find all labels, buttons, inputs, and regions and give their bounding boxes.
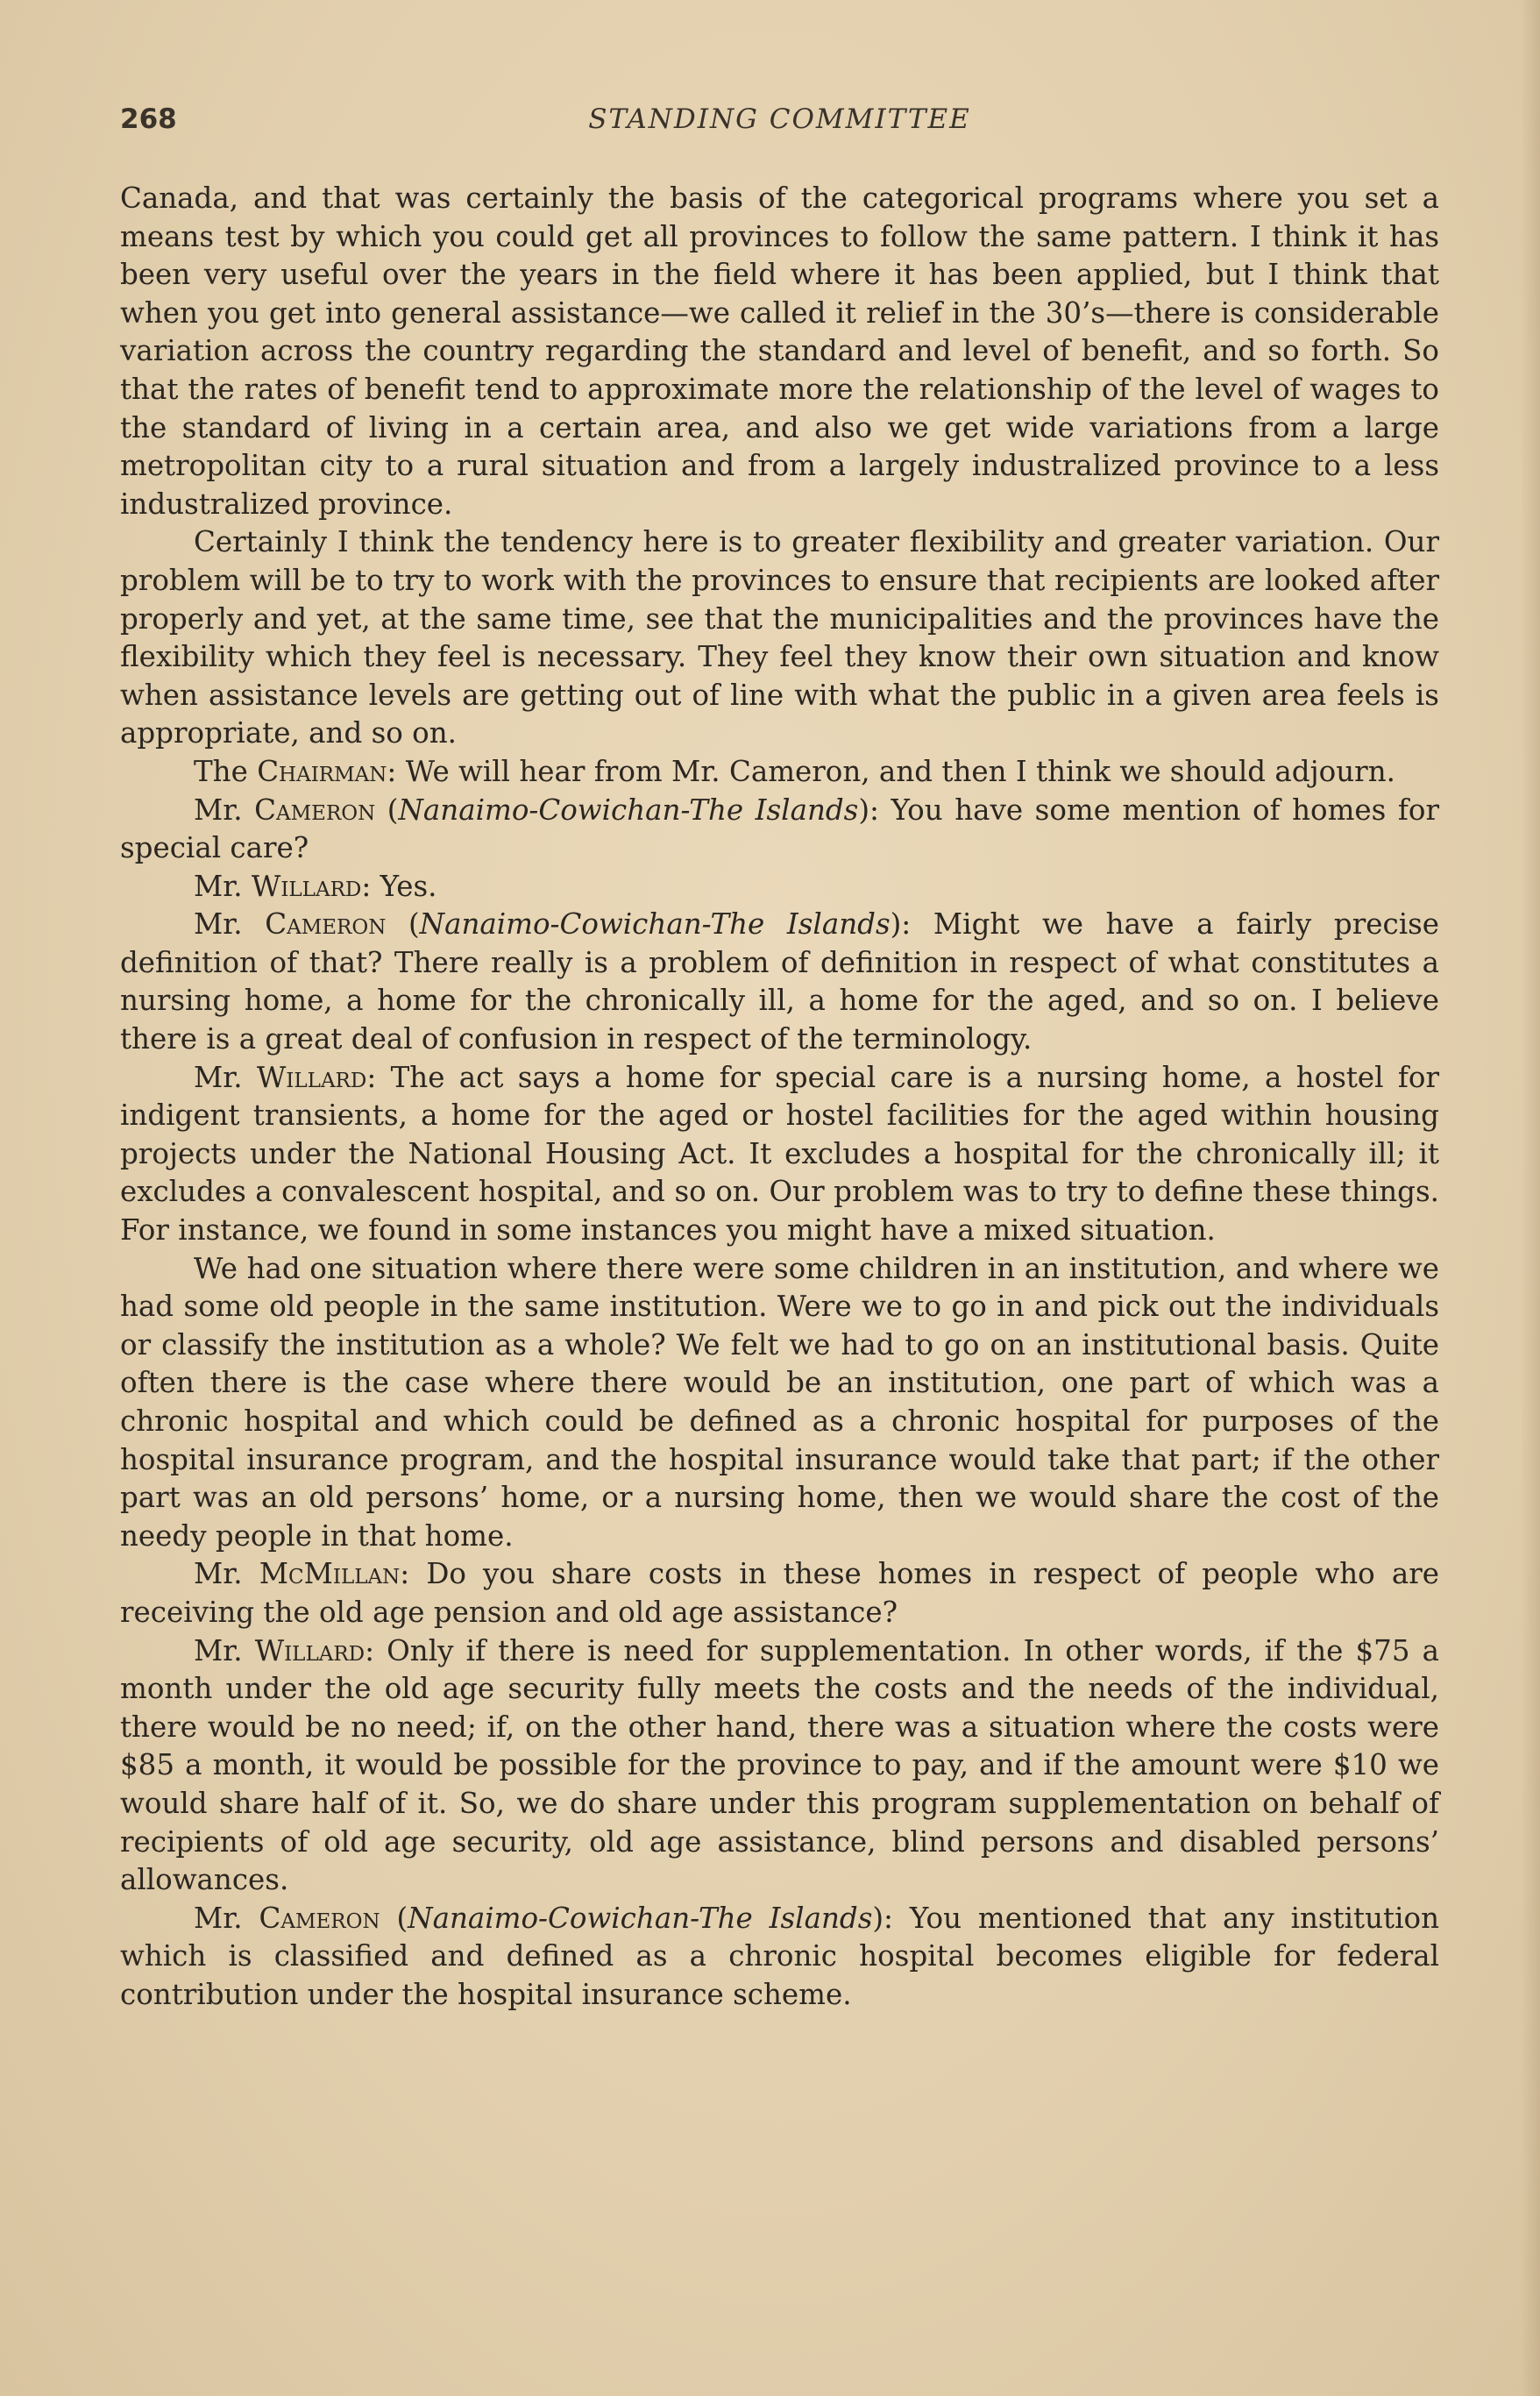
speaker-prefix: Mr. [194,907,243,942]
speech: Mr. Cameron (Nanaimo-Cowichan-The Islands): Might we have a fairly precise definition of that? There really is a problem of definition in respect of what constitutes a nursing home, a home for the chronically ill, a home for the aged, and so on. I believe there is a great deal of confusion in respect of the terminology. [120,907,1439,1056]
speaker-riding: Nanaimo-Cowichan-The Islands [408,1901,873,1935]
paragraph-text: Certainly I think the tendency here is to greater flexibility and greater variation. Our problem will be to try to work with the provinces to ensure that recipients are looked after properly and yet, at the same time, see that the municipalities and the provinces have the flexibility which they feel is necessary. They feel they know their own situation and know when assistance levels are getting out of line with what the public in a given area feels is appropriate, and so on. [120,525,1439,750]
page-header [120,103,1439,147]
speech: Mr. Cameron (Nanaimo-Cowichan-The Islands): You mentioned that any institution which is classified and defined as a chronic hospital becomes eligible for federal contribution under the hospital insurance scheme. [120,1901,1439,2011]
speaker-name: McMillan [259,1557,401,1591]
speech: Mr. Willard: Only if there is need for supplementation. In other words, if the $75 a month under the old age security fully meets the costs and the needs of the individual, there would be no need; if, on the other hand, there was a situation where the costs were $85 a month, it would be possible for the province to pay, and if the amount were $10 we would share half of it. So, we do share under this program supplementation on behalf of recipients of old age security, old age assistance, blind persons and disabled persons’ allowances. [120,1633,1439,1897]
speech-text: Yes. [380,869,437,903]
speech-text: You have some mention of homes for special care? [120,793,1440,865]
speech-text: Do you share costs in these homes in respect of people who are receiving the old age pension and old age assistance? [120,1557,1439,1629]
paragraph-text: We had one situation where there were some children in an institution, and where we had some old people in the same institution. Were we to go in and pick out the individuals or classify the institution as a whole? We felt we had to go on an institutional basis. Quite often there is the case where there would be an institution, one part of which was a chronic hospital and which could be defined as a chronic hospital for purposes of the hospital insurance program, and the hospital insurance would take that part; if the other part was an old persons’ home, or a nursing home, then we would share the cost of the needy people in that home. [120,1251,1439,1553]
speaker-prefix: Mr. [194,869,243,903]
speaker-name: Cameron [265,907,387,942]
body-text [120,180,1439,2015]
speaker-prefix: Mr. [194,1557,243,1591]
speaker-prefix: Mr. [194,1901,243,1935]
speech: Mr. McMillan: Do you share costs in these homes in respect of people who are receiving the old age pension and old age assistance? [120,1557,1439,1629]
speech-text: You mentioned that any institution which is classified and defined as a chronic hospital becomes eligible for federal contribution under the hospital insurance scheme. [120,1901,1439,2011]
page-edge-shadow [1521,0,1540,2396]
paragraph-text: Canada, and that was certainly the basis of the categorical programs where you set a means test by which you could get all provinces to follow the same pattern. I think it has been very useful over the years in the field where it has been applied, but I think that when you get into general assistance—we called it relief in the 30’s—there is considerable variation across the country regarding the standard and level of benefit, and so forth. So that the rates of benefit tend to approximate more the relationship of the level of wages to the standard of living in a certain area, and also we get wide variations from a large metropolitan city to a rural situation and from a largely industralized province to a less industralized province. [120,181,1439,521]
speaker-prefix: The [194,754,248,788]
speaker-prefix: Mr. [194,793,243,827]
paragraph [120,523,1439,753]
paragraph [120,180,1439,523]
speech: Mr. Willard: The act says a home for special care is a nursing home, a hostel for indigent transients, a home for the aged or hostel facilities for the aged within housing projects under the National Housing Act. It excludes a hospital for the chronically ill; it excludes a convalescent hospital, and so on. Our problem was to try to define these things. For instance, we found in some instances you might have a mixed situation. [120,1060,1440,1248]
speaker-prefix: Mr. [194,1060,243,1094]
speaker-riding: Nanaimo-Cowichan-The Islands [398,793,859,827]
speaker-name: Chairman [257,754,387,788]
speech-text: Might we have a fairly precise definition of that? There really is a problem of definition in respect of what constitutes a nursing home, a home for the chronically ill, a home for the aged, and so on. I believe there is a great deal of confusion in respect of the terminology. [120,907,1439,1056]
speech-text: Only if there is need for supplementation. In other words, if the $75 a month under the old age security fully meets the costs and the needs of the individual, there would be no need; if, on the other hand, there was a situation where the costs were $85 a month, it would be possible for the province to pay, and if the amount were $10 we would share half of it. So, we do share under this program supplementation on behalf of recipients of old age security, old age assistance, blind persons and disabled persons’ allowances. [120,1633,1439,1897]
speaker-name: Willard [251,869,362,903]
speech-text: The act says a home for special care is a nursing home, a hostel for indigent transients, a home for the aged or hostel facilities for the aged within housing projects under the National Housing Act. It excludes a hospital for the chronically ill; it excludes a convalescent hospital, and so on. Our problem was to try to define these things. For instance, we found in some instances you might have a mixed situation. [120,1060,1440,1248]
speaker-name: Willard [254,1633,365,1667]
speaker-riding: Nanaimo-Cowichan-The Islands [419,907,891,942]
running-title: STANDING COMMITTEE [588,103,971,135]
speaker-name: Cameron [259,1901,380,1935]
speech-text: We will hear from Mr. Cameron, and then I think we should adjourn. [405,754,1395,788]
paragraph [120,1250,1439,1556]
speech: Mr. Willard: Yes. [194,869,437,903]
page-number: 268 [120,103,177,135]
speaker-name: Cameron [254,793,376,827]
speech: The Chairman: We will hear from Mr. Cameron, and then I think we should adjourn. [194,754,1395,788]
speaker-name: Willard [256,1060,367,1094]
speaker-prefix: Mr. [194,1633,243,1667]
speech: Mr. Cameron (Nanaimo-Cowichan-The Islands): You have some mention of homes for special care? [120,793,1440,865]
